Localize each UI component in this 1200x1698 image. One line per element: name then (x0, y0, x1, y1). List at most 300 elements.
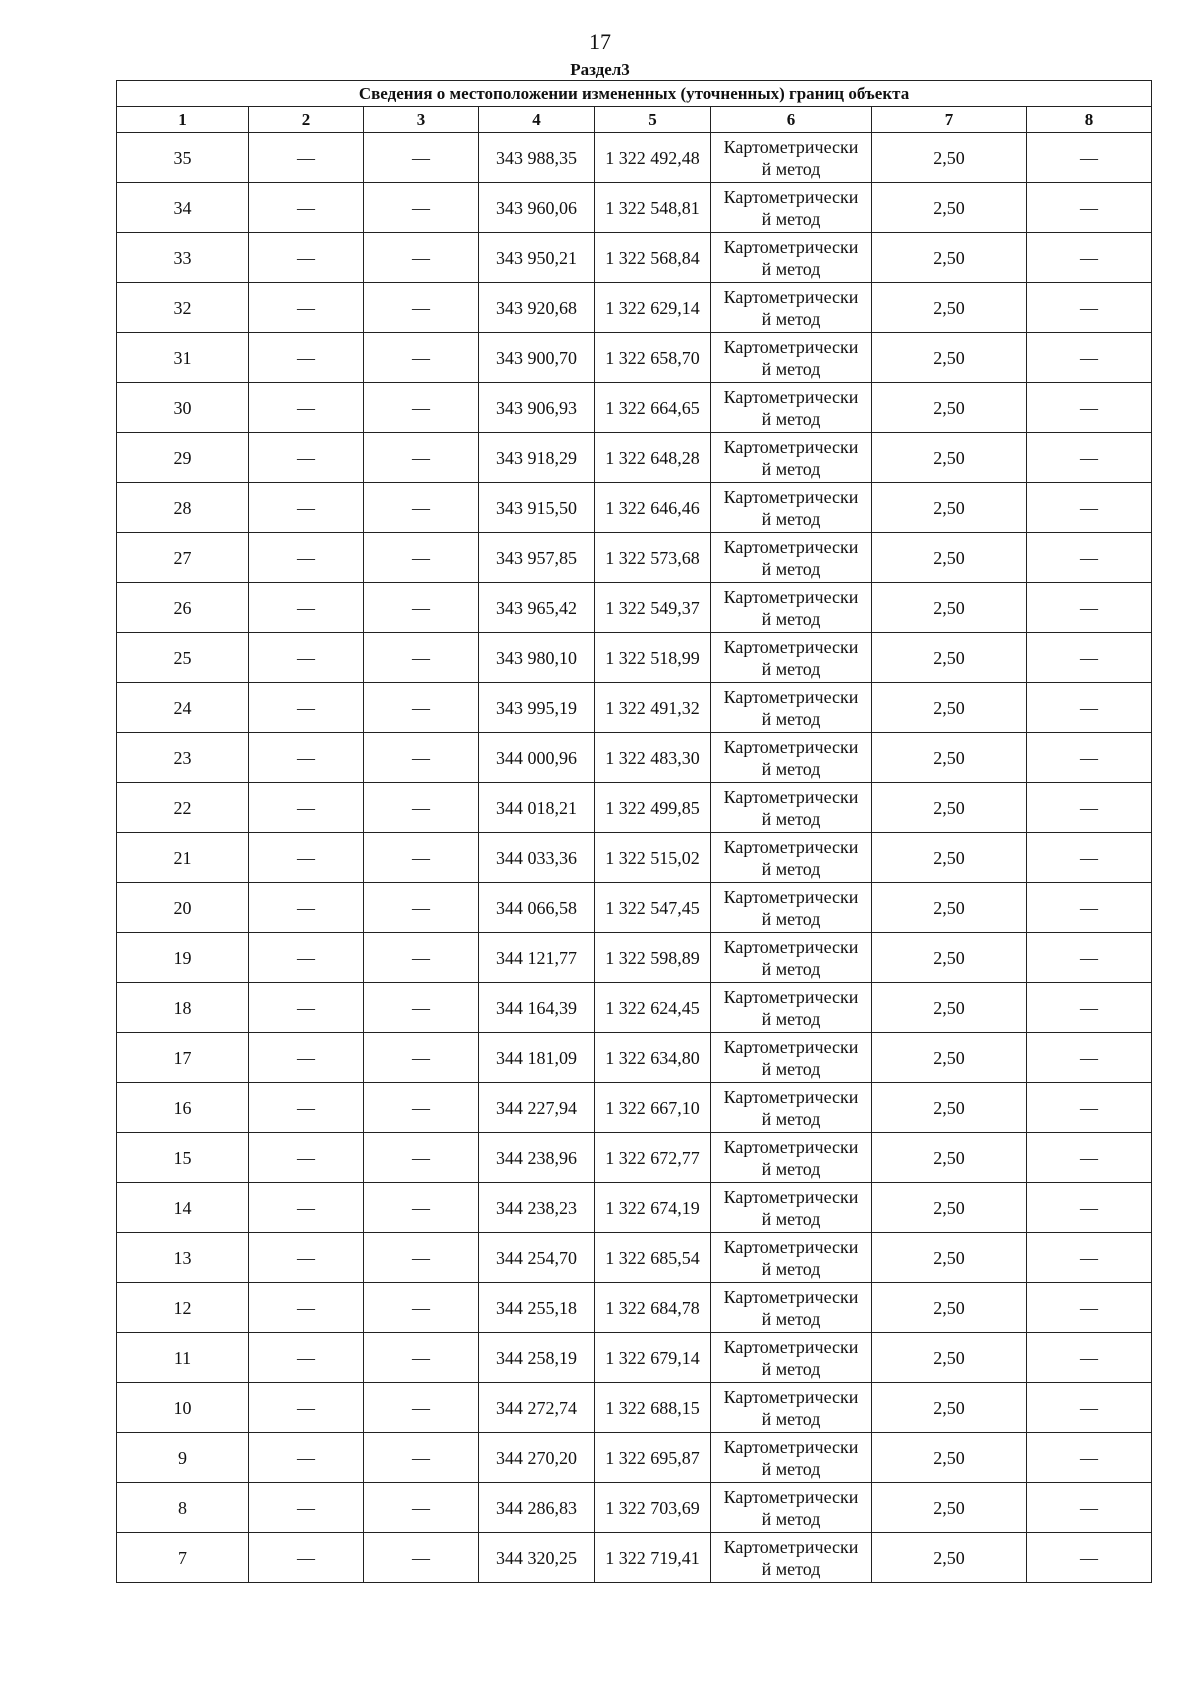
method-label-line-1: Картометрически (723, 536, 859, 557)
column-2-value: — (249, 1083, 364, 1133)
coordinate-x: 344 272,74 (479, 1383, 595, 1433)
method-label-line-2: й метод (761, 1558, 821, 1579)
table-row (117, 1533, 1152, 1583)
method-cell (711, 583, 872, 633)
column-3-value: — (364, 1233, 479, 1283)
column-8-value: — (1027, 733, 1152, 783)
point-number: 35 (117, 133, 249, 183)
table-row (117, 183, 1152, 233)
method-cell (711, 1533, 872, 1583)
table-row (117, 833, 1152, 883)
column-3-value: — (364, 583, 479, 633)
table-row (117, 733, 1152, 783)
column-3-value: — (364, 983, 479, 1033)
accuracy-value: 2,50 (872, 1283, 1027, 1333)
accuracy-value: 2,50 (872, 133, 1027, 183)
coordinate-x: 344 000,96 (479, 733, 595, 783)
column-2-value: — (249, 1333, 364, 1383)
method-cell (711, 883, 872, 933)
coordinate-x: 343 900,70 (479, 333, 595, 383)
coordinate-x: 344 164,39 (479, 983, 595, 1033)
method-label-line-2: й метод (761, 1108, 821, 1129)
method-label-line-1: Картометрически (723, 1286, 859, 1307)
method-label-line-1: Картометрически (723, 386, 859, 407)
accuracy-value: 2,50 (872, 683, 1027, 733)
coordinate-x: 343 960,06 (479, 183, 595, 233)
table-row (117, 783, 1152, 833)
point-number: 22 (117, 783, 249, 833)
method-label-line-1: Картометрически (723, 1336, 859, 1357)
accuracy-value: 2,50 (872, 1533, 1027, 1583)
point-number: 10 (117, 1383, 249, 1433)
column-3-value: — (364, 383, 479, 433)
method-cell (711, 733, 872, 783)
coordinate-x: 344 018,21 (479, 783, 595, 833)
coordinate-y: 1 322 624,45 (595, 983, 711, 1033)
column-3-value: — (364, 483, 479, 533)
column-8-value: — (1027, 533, 1152, 583)
coordinate-y: 1 322 646,46 (595, 483, 711, 533)
column-8-value: — (1027, 233, 1152, 283)
coordinate-y: 1 322 684,78 (595, 1283, 711, 1333)
method-label-line-1: Картометрически (723, 1436, 859, 1457)
table-row (117, 1383, 1152, 1433)
column-3-value: — (364, 1483, 479, 1533)
method-cell (711, 283, 872, 333)
method-label-line-2: й метод (761, 1408, 821, 1429)
column-2-value: — (249, 683, 364, 733)
column-2-value: — (249, 1283, 364, 1333)
column-3-value: — (364, 1533, 479, 1583)
method-label-line-1: Картометрически (723, 1386, 859, 1407)
column-number: 2 (249, 107, 364, 133)
table-row (117, 333, 1152, 383)
accuracy-value: 2,50 (872, 1333, 1027, 1383)
coordinate-x: 344 270,20 (479, 1433, 595, 1483)
column-3-value: — (364, 183, 479, 233)
coordinate-y: 1 322 648,28 (595, 433, 711, 483)
column-3-value: — (364, 883, 479, 933)
coordinate-x: 344 227,94 (479, 1083, 595, 1133)
point-number: 25 (117, 633, 249, 683)
method-label-line-2: й метод (761, 1508, 821, 1529)
column-3-value: — (364, 333, 479, 383)
table-row (117, 533, 1152, 583)
column-2-value: — (249, 1533, 364, 1583)
column-3-value: — (364, 1183, 479, 1233)
accuracy-value: 2,50 (872, 1433, 1027, 1483)
method-label-line-1: Картометрически (723, 186, 859, 207)
method-cell (711, 1133, 872, 1183)
column-number: 1 (117, 107, 249, 133)
table-row (117, 983, 1152, 1033)
point-number: 13 (117, 1233, 249, 1283)
method-label-line-2: й метод (761, 708, 821, 729)
column-8-value: — (1027, 833, 1152, 883)
column-8-value: — (1027, 133, 1152, 183)
coordinate-y: 1 322 685,54 (595, 1233, 711, 1283)
column-2-value: — (249, 883, 364, 933)
column-3-value: — (364, 1083, 479, 1133)
method-label-line-2: й метод (761, 858, 821, 879)
method-label-line-1: Картометрически (723, 686, 859, 707)
coordinate-x: 343 918,29 (479, 433, 595, 483)
point-number: 21 (117, 833, 249, 883)
column-8-value: — (1027, 1283, 1152, 1333)
table-row (117, 1083, 1152, 1133)
coordinate-y: 1 322 547,45 (595, 883, 711, 933)
column-3-value: — (364, 283, 479, 333)
column-8-value: — (1027, 1533, 1152, 1583)
accuracy-value: 2,50 (872, 233, 1027, 283)
method-label-line-2: й метод (761, 558, 821, 579)
point-number: 17 (117, 1033, 249, 1083)
method-label-line-2: й метод (761, 908, 821, 929)
table-row (117, 883, 1152, 933)
coordinate-y: 1 322 549,37 (595, 583, 711, 633)
point-number: 8 (117, 1483, 249, 1533)
column-8-value: — (1027, 183, 1152, 233)
column-2-value: — (249, 533, 364, 583)
table-row (117, 1233, 1152, 1283)
column-8-value: — (1027, 1333, 1152, 1383)
method-cell (711, 1233, 872, 1283)
method-label-line-2: й метод (761, 508, 821, 529)
column-2-value: — (249, 1433, 364, 1483)
column-2-value: — (249, 633, 364, 683)
method-label-line-2: й метод (761, 408, 821, 429)
column-3-value: — (364, 933, 479, 983)
accuracy-value: 2,50 (872, 633, 1027, 683)
coordinate-y: 1 322 719,41 (595, 1533, 711, 1583)
column-2-value: — (249, 1133, 364, 1183)
method-cell (711, 933, 872, 983)
column-3-value: — (364, 733, 479, 783)
column-3-value: — (364, 533, 479, 583)
column-3-value: — (364, 133, 479, 183)
column-2-value: — (249, 783, 364, 833)
method-label-line-2: й метод (761, 258, 821, 279)
point-number: 33 (117, 233, 249, 283)
coordinate-x: 344 255,18 (479, 1283, 595, 1333)
method-label-line-1: Картометрически (723, 1036, 859, 1057)
point-number: 29 (117, 433, 249, 483)
table-body (117, 133, 1152, 1583)
accuracy-value: 2,50 (872, 1133, 1027, 1183)
coordinate-y: 1 322 634,80 (595, 1033, 711, 1083)
method-label-line-2: й метод (761, 758, 821, 779)
column-2-value: — (249, 283, 364, 333)
method-label-line-2: й метод (761, 1308, 821, 1329)
column-8-value: — (1027, 883, 1152, 933)
method-label-line-1: Картометрически (723, 636, 859, 657)
method-label-line-1: Картометрически (723, 786, 859, 807)
table-row (117, 1283, 1152, 1333)
accuracy-value: 2,50 (872, 283, 1027, 333)
column-8-value: — (1027, 1183, 1152, 1233)
accuracy-value: 2,50 (872, 1183, 1027, 1233)
accuracy-value: 2,50 (872, 933, 1027, 983)
column-number: 4 (479, 107, 595, 133)
table-row (117, 1333, 1152, 1383)
accuracy-value: 2,50 (872, 833, 1027, 883)
accuracy-value: 2,50 (872, 883, 1027, 933)
method-label-line-2: й метод (761, 1058, 821, 1079)
coordinate-x: 343 950,21 (479, 233, 595, 283)
accuracy-value: 2,50 (872, 583, 1027, 633)
coordinate-x: 344 320,25 (479, 1533, 595, 1583)
column-2-value: — (249, 183, 364, 233)
point-number: 26 (117, 583, 249, 633)
coordinate-x: 344 181,09 (479, 1033, 595, 1083)
accuracy-value: 2,50 (872, 1083, 1027, 1133)
column-number-row (117, 107, 1152, 133)
method-cell (711, 533, 872, 583)
accuracy-value: 2,50 (872, 483, 1027, 533)
table-row (117, 233, 1152, 283)
table-row (117, 1183, 1152, 1233)
method-label-line-2: й метод (761, 658, 821, 679)
method-label-line-2: й метод (761, 1458, 821, 1479)
table-row (117, 1033, 1152, 1083)
accuracy-value: 2,50 (872, 1483, 1027, 1533)
method-cell (711, 1033, 872, 1083)
column-8-value: — (1027, 1483, 1152, 1533)
method-cell (711, 1083, 872, 1133)
method-label-line-2: й метод (761, 1208, 821, 1229)
coordinate-y: 1 322 674,19 (595, 1183, 711, 1233)
table-row (117, 683, 1152, 733)
coordinate-y: 1 322 491,32 (595, 683, 711, 733)
column-2-value: — (249, 1483, 364, 1533)
column-2-value: — (249, 1183, 364, 1233)
point-number: 19 (117, 933, 249, 983)
method-label-line-2: й метод (761, 958, 821, 979)
method-cell (711, 783, 872, 833)
coordinate-y: 1 322 688,15 (595, 1383, 711, 1433)
coordinate-x: 344 066,58 (479, 883, 595, 933)
column-2-value: — (249, 433, 364, 483)
coordinate-x: 344 238,23 (479, 1183, 595, 1233)
point-number: 15 (117, 1133, 249, 1183)
coordinate-y: 1 322 515,02 (595, 833, 711, 883)
accuracy-value: 2,50 (872, 1383, 1027, 1433)
point-number: 9 (117, 1433, 249, 1483)
column-number: 6 (711, 107, 872, 133)
method-label-line-1: Картометрически (723, 836, 859, 857)
column-8-value: — (1027, 1033, 1152, 1083)
table-row (117, 483, 1152, 533)
method-cell (711, 833, 872, 883)
method-label-line-1: Картометрически (723, 1236, 859, 1257)
point-number: 12 (117, 1283, 249, 1333)
accuracy-value: 2,50 (872, 783, 1027, 833)
coordinate-y: 1 322 568,84 (595, 233, 711, 283)
coordinate-x: 343 965,42 (479, 583, 595, 633)
column-8-value: — (1027, 1133, 1152, 1183)
coordinate-y: 1 322 598,89 (595, 933, 711, 983)
method-cell (711, 133, 872, 183)
accuracy-value: 2,50 (872, 183, 1027, 233)
column-8-value: — (1027, 283, 1152, 333)
column-8-value: — (1027, 483, 1152, 533)
method-label-line-2: й метод (761, 1008, 821, 1029)
coordinate-y: 1 322 679,14 (595, 1333, 711, 1383)
point-number: 20 (117, 883, 249, 933)
coordinate-y: 1 322 483,30 (595, 733, 711, 783)
column-3-value: — (364, 633, 479, 683)
column-3-value: — (364, 833, 479, 883)
column-2-value: — (249, 1383, 364, 1433)
table-row (117, 383, 1152, 433)
coordinate-x: 344 286,83 (479, 1483, 595, 1533)
column-8-value: — (1027, 1083, 1152, 1133)
column-8-value: — (1027, 1383, 1152, 1433)
coordinate-x: 344 254,70 (479, 1233, 595, 1283)
accuracy-value: 2,50 (872, 1033, 1027, 1083)
coordinate-y: 1 322 518,99 (595, 633, 711, 683)
coordinate-x: 344 121,77 (479, 933, 595, 983)
coordinate-y: 1 322 629,14 (595, 283, 711, 333)
column-8-value: — (1027, 933, 1152, 983)
point-number: 16 (117, 1083, 249, 1133)
table-row (117, 1433, 1152, 1483)
column-3-value: — (364, 1433, 479, 1483)
coordinate-x: 344 033,36 (479, 833, 595, 883)
method-label-line-1: Картометрически (723, 936, 859, 957)
column-2-value: — (249, 1033, 364, 1083)
accuracy-value: 2,50 (872, 333, 1027, 383)
method-label-line-2: й метод (761, 458, 821, 479)
method-label-line-1: Картометрически (723, 236, 859, 257)
method-label-line-2: й метод (761, 308, 821, 329)
column-8-value: — (1027, 983, 1152, 1033)
section-title: Раздел3 (570, 60, 630, 79)
method-cell (711, 433, 872, 483)
column-2-value: — (249, 833, 364, 883)
column-2-value: — (249, 1233, 364, 1283)
coordinate-x: 344 238,96 (479, 1133, 595, 1183)
point-number: 32 (117, 283, 249, 333)
coordinate-x: 343 957,85 (479, 533, 595, 583)
column-2-value: — (249, 383, 364, 433)
method-cell (711, 1383, 872, 1433)
method-label-line-1: Картометрически (723, 586, 859, 607)
coordinate-y: 1 322 664,65 (595, 383, 711, 433)
table-row (117, 583, 1152, 633)
table-row (117, 933, 1152, 983)
boundary-coordinates-table (116, 80, 1152, 1583)
method-cell (711, 383, 872, 433)
column-2-value: — (249, 983, 364, 1033)
column-8-value: — (1027, 333, 1152, 383)
column-3-value: — (364, 683, 479, 733)
column-8-value: — (1027, 383, 1152, 433)
coordinate-x: 343 920,68 (479, 283, 595, 333)
column-2-value: — (249, 583, 364, 633)
point-number: 23 (117, 733, 249, 783)
column-2-value: — (249, 483, 364, 533)
accuracy-value: 2,50 (872, 533, 1027, 583)
column-number: 8 (1027, 107, 1152, 133)
point-number: 30 (117, 383, 249, 433)
table-row (117, 1483, 1152, 1533)
method-label-line-2: й метод (761, 1158, 821, 1179)
method-cell (711, 1483, 872, 1533)
column-2-value: — (249, 933, 364, 983)
method-label-line-1: Картометрически (723, 1486, 859, 1507)
column-3-value: — (364, 783, 479, 833)
method-label-line-1: Картометрически (723, 1136, 859, 1157)
method-label-line-1: Картометрически (723, 286, 859, 307)
column-8-value: — (1027, 633, 1152, 683)
table-row (117, 133, 1152, 183)
method-label-line-2: й метод (761, 158, 821, 179)
method-cell (711, 1183, 872, 1233)
column-8-value: — (1027, 1233, 1152, 1283)
point-number: 31 (117, 333, 249, 383)
point-number: 34 (117, 183, 249, 233)
method-cell (711, 633, 872, 683)
method-cell (711, 183, 872, 233)
accuracy-value: 2,50 (872, 433, 1027, 483)
method-label-line-1: Картометрически (723, 136, 859, 157)
column-3-value: — (364, 233, 479, 283)
column-8-value: — (1027, 583, 1152, 633)
method-label-line-1: Картометрически (723, 1536, 859, 1557)
method-cell (711, 1283, 872, 1333)
column-8-value: — (1027, 683, 1152, 733)
column-number: 3 (364, 107, 479, 133)
column-2-value: — (249, 333, 364, 383)
accuracy-value: 2,50 (872, 733, 1027, 783)
method-label-line-1: Картометрически (723, 436, 859, 457)
point-number: 11 (117, 1333, 249, 1383)
point-number: 28 (117, 483, 249, 533)
method-label-line-1: Картометрически (723, 1186, 859, 1207)
accuracy-value: 2,50 (872, 383, 1027, 433)
coordinate-y: 1 322 492,48 (595, 133, 711, 183)
coordinate-y: 1 322 695,87 (595, 1433, 711, 1483)
method-cell (711, 683, 872, 733)
method-label-line-1: Картометрически (723, 986, 859, 1007)
method-label-line-2: й метод (761, 1258, 821, 1279)
method-label-line-2: й метод (761, 808, 821, 829)
accuracy-value: 2,50 (872, 983, 1027, 1033)
point-number: 7 (117, 1533, 249, 1583)
coordinate-y: 1 322 573,68 (595, 533, 711, 583)
method-cell (711, 333, 872, 383)
method-label-line-1: Картометрически (723, 336, 859, 357)
column-3-value: — (364, 1283, 479, 1333)
column-3-value: — (364, 1333, 479, 1383)
coordinate-y: 1 322 548,81 (595, 183, 711, 233)
coordinate-x: 343 988,35 (479, 133, 595, 183)
coordinate-y: 1 322 667,10 (595, 1083, 711, 1133)
column-2-value: — (249, 733, 364, 783)
column-2-value: — (249, 233, 364, 283)
table-row (117, 1133, 1152, 1183)
method-label-line-2: й метод (761, 1358, 821, 1379)
coordinate-y: 1 322 499,85 (595, 783, 711, 833)
column-number: 7 (872, 107, 1027, 133)
column-8-value: — (1027, 433, 1152, 483)
table-row (117, 433, 1152, 483)
method-label-line-2: й метод (761, 358, 821, 379)
page-number: 17 (589, 29, 611, 54)
table-row (117, 283, 1152, 333)
column-8-value: — (1027, 783, 1152, 833)
